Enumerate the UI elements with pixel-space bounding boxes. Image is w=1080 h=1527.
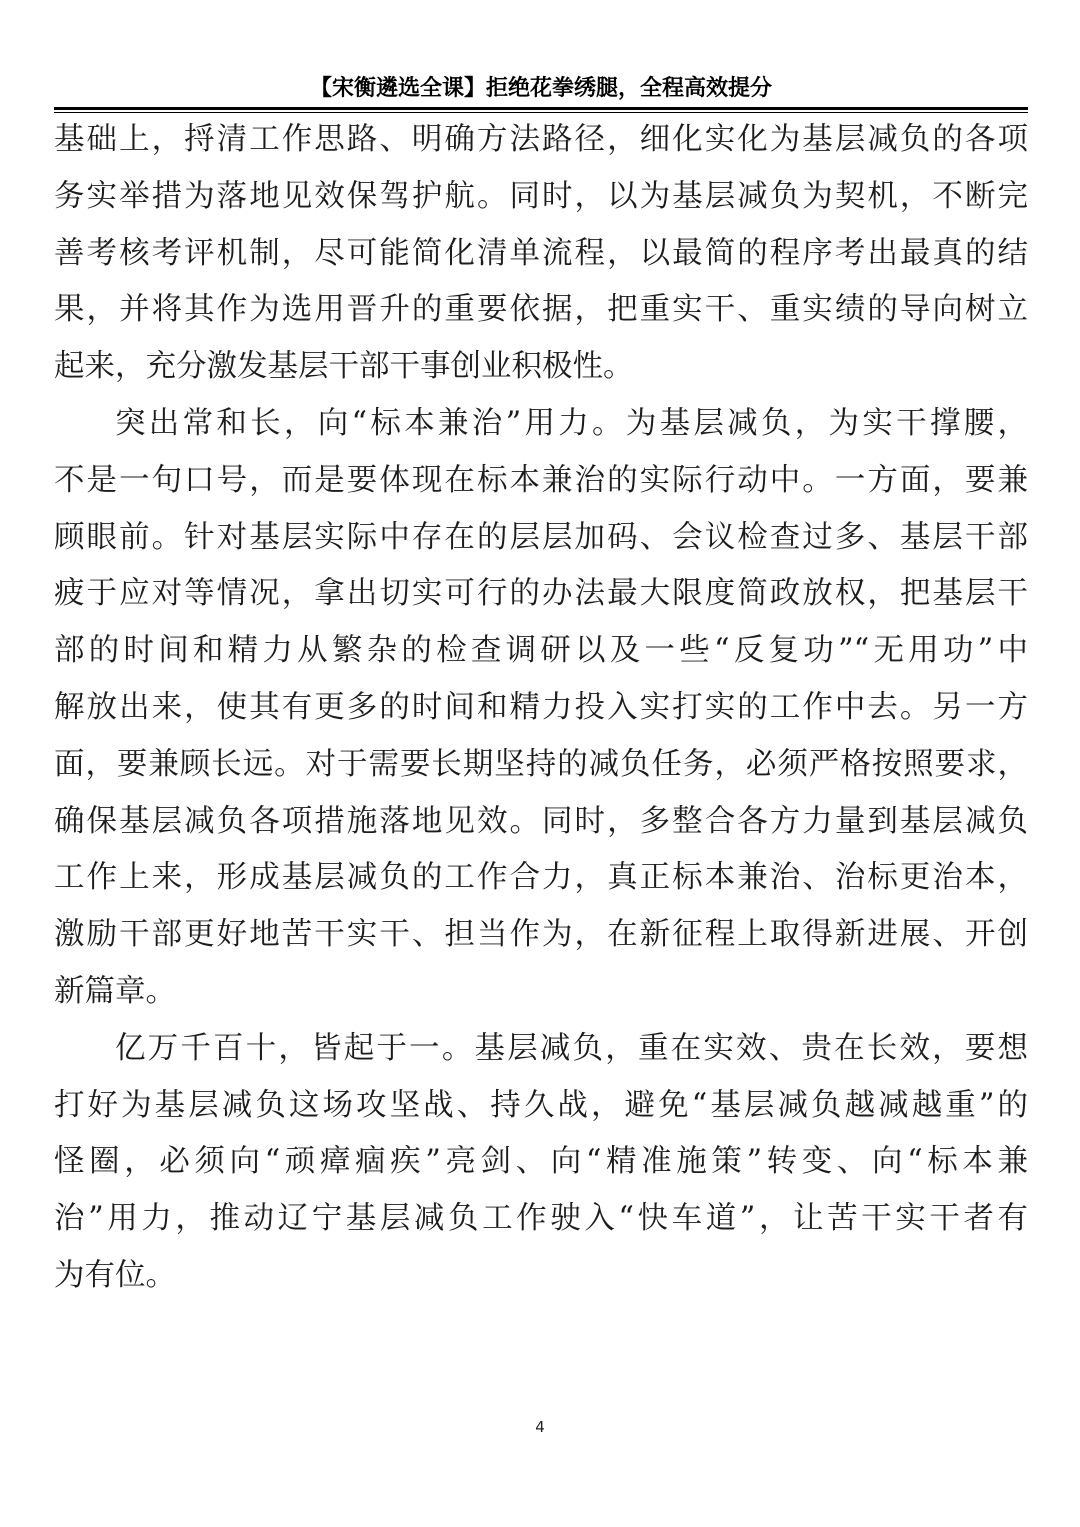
paragraph xyxy=(54,112,1028,396)
text-line: 面，要兼顾长远。对于需要长期坚持的减负任务，必须严格按照要求， xyxy=(54,746,1028,782)
text-line: 起来，充分激发基层干部干事创业积极性。 xyxy=(54,349,634,385)
text-line: 工作上来，形成基层减负的工作合力，真正标本兼治、治标更治本， xyxy=(54,860,1028,896)
text-line: 疲于应对等情况，拿出切实可行的办法最大限度简政放权，把基层干 xyxy=(54,576,1028,612)
text-line: 顾眼前。针对基层实际中存在的层层加码、会议检查过多、基层干部 xyxy=(54,519,1028,555)
text-line: 不是一句口号，而是要体现在标本兼治的实际行动中。一方面，要兼 xyxy=(54,462,1028,498)
text-line: 善考核考评机制，尽可能简化清单流程，以最简的程序考出最真的结 xyxy=(54,235,1028,271)
text-line: 新篇章。 xyxy=(54,973,176,1009)
paragraph xyxy=(54,1021,1028,1305)
page-header-title: 【宋衡遴选全课】拒绝花拳绣腿，全程高效提分 xyxy=(309,76,772,101)
text-line: 治”用力，推动辽宁基层减负工作驶入“快车道”，让苦干实干者有 xyxy=(54,1201,1028,1237)
text-line: 为有位。 xyxy=(54,1257,176,1293)
header-rule xyxy=(54,107,1028,110)
text-line: 基础上，捋清工作思路、明确方法路径，细化实化为基层减负的各项 xyxy=(54,122,1028,157)
text-line: 果，并将其作为选用晋升的重要依据，把重实干、重实绩的导向树立 xyxy=(54,292,1028,328)
text-line: 务实举措为落地见效保驾护航。同时，以为基层减负为契机，不断完 xyxy=(54,178,1028,214)
text-line: 突出常和长，向“标本兼治”用力。为基层减负，为实干撑腰， xyxy=(115,405,1028,441)
paragraph xyxy=(54,396,1028,1021)
text-line: 确保基层减负各项措施落地见效。同时，多整合各方力量到基层减负 xyxy=(54,803,1028,839)
text-line: 怪圈，必须向“顽瘴痼疾”亮剑、向“精准施策”转变、向“标本兼 xyxy=(54,1144,1028,1180)
text-line: 部的时间和精力从繁杂的检查调研以及一些“反复功”“无用功”中 xyxy=(54,633,1028,669)
document-body xyxy=(54,112,1028,1305)
text-line: 打好为基层减负这场攻坚战、持久战，避免“基层减负越减越重”的 xyxy=(54,1087,1028,1123)
text-line: 激励干部更好地苦干实干、担当作为，在新征程上取得新进展、开创 xyxy=(54,917,1028,953)
text-line: 解放出来，使其有更多的时间和精力投入实打实的工作中去。另一方 xyxy=(54,689,1028,725)
page-number: 4 xyxy=(535,1418,545,1436)
text-line: 亿万千百十，皆起于一。基层减负，重在实效、贵在长效，要想 xyxy=(115,1030,1028,1066)
